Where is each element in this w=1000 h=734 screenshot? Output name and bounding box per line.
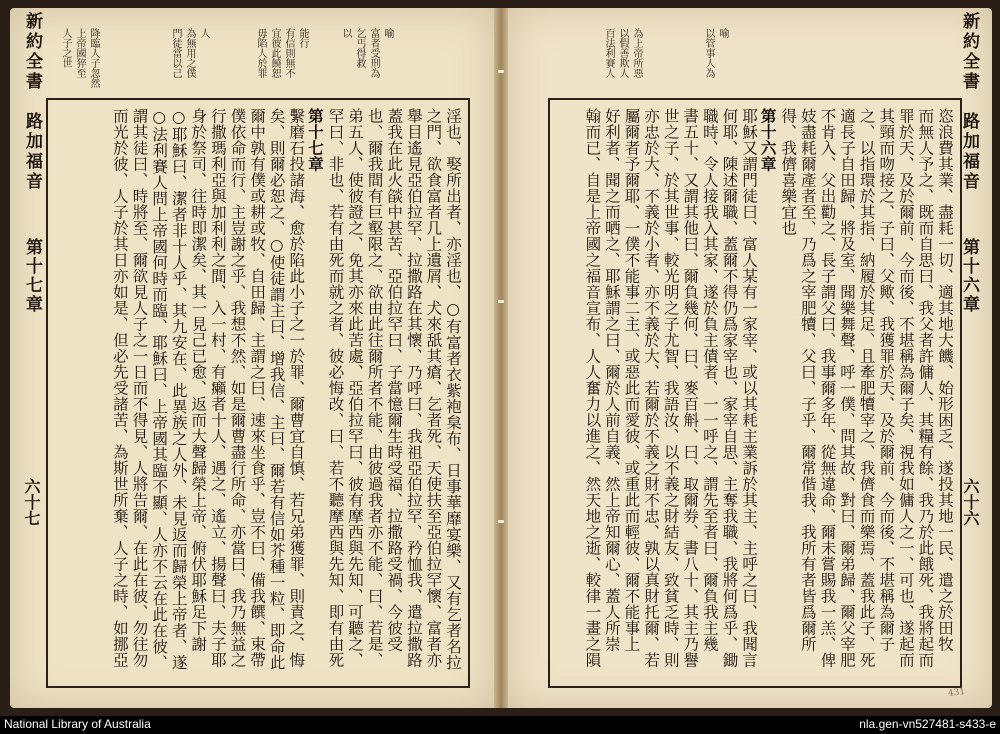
note-line: 以	[340, 28, 351, 38]
note-line: 喻	[717, 28, 728, 38]
page-number: 六十六	[961, 478, 980, 526]
text-column: 謂其徒曰、時將至、爾欲見人子之一日而不得見、人將告爾、在此在彼、勿往勿	[130, 108, 149, 668]
text-column: 淫也、娶所出者、亦淫也、○有富者衣紫袍枲布、日事華靡宴樂、又有乞者名拉	[444, 108, 462, 671]
chapter-label: 第十七章	[22, 238, 42, 314]
chapter-label: 第十六章	[959, 238, 979, 314]
note-line: 乞丐得救	[354, 28, 365, 68]
right-page	[508, 8, 992, 708]
note-line: 毋陷人於罪	[255, 28, 266, 78]
footer-bar	[0, 716, 1000, 734]
text-column: 繫磨石投諸海、愈於陷此小子之一於罪、爾曹宜自慎、若兄弟獲罪、則責之、悔	[287, 108, 306, 668]
text-column: 屬爾者予爾耶、一僕不能事二主、或惡此而愛彼、或重此而輕彼、爾不能事上	[622, 108, 641, 652]
text-column: 不肯入、父出勸之、長子謂父曰、我事爾多年、從無違命、爾未嘗賜我一羔、俾	[818, 108, 837, 668]
library-credit: National Library of Australia	[4, 717, 151, 731]
margin-note	[703, 28, 728, 96]
stitch-mark	[498, 300, 504, 303]
note-line: 能行	[297, 28, 308, 48]
note-line: 喻	[382, 28, 393, 38]
binding-gutter	[494, 8, 508, 708]
running-title: 新約全書 路加福音	[22, 12, 42, 192]
margin-note	[170, 28, 209, 96]
text-column: 也、爾我間有巨壑限之、欲由此往爾所者不能、由彼過我者亦不能、曰、若是、	[365, 108, 384, 668]
text-column: ○耶穌曰、潔者非十人乎、其九安在、此異族之人外、未見返而歸榮上帝者、遂	[169, 108, 188, 671]
note-line: 宜彼此饒恕	[269, 28, 280, 78]
text-column: 身於祭司、往時即潔矣、其一見己已愈、返而大聲歸榮上帝、俯伏耶穌足下謝	[189, 108, 208, 652]
note-line: 有信則無不	[283, 28, 294, 78]
margin-note	[603, 28, 642, 96]
text-column: 僕依命而行、主豈謝之乎、我想不然、如是爾曹盡行所命、亦當曰、我乃無益之	[228, 108, 247, 668]
image-id: nla.gen-vn527481-s433-e	[859, 717, 996, 731]
left-page	[10, 8, 494, 708]
text-column: 翰而已、自是上帝國之福音宣布、人人奮力以進之、然天地之逝、較律一畫之隕	[583, 108, 602, 668]
stitch-mark	[498, 520, 504, 523]
note-line: 以假善欺人	[617, 28, 628, 78]
page-number: 六十七	[22, 478, 41, 526]
text-columns	[552, 108, 954, 678]
margin-note	[255, 28, 308, 96]
chapter-heading: 第十七章	[305, 108, 325, 172]
text-columns	[50, 108, 462, 678]
text-column: 罪於天、及於爾前、今而後、不堪稱為爾子矣、視我如傭人之一、可也、遂起而	[896, 108, 915, 668]
note-line: 為無用之僕	[184, 28, 195, 78]
text-column: 書五十、又謂其他曰、爾負幾何、曰、麥百斛、曰、取爾券、書八十、其主乃譽	[681, 108, 700, 668]
note-line: 門徒當以己	[170, 28, 181, 78]
text-column: 適長子自田歸、將及室、聞樂舞聲、呼一僕、問其故、對曰、爾弟歸、爾父宰肥	[838, 108, 857, 668]
margin-note	[340, 28, 393, 96]
note-line: 百法利賽人	[603, 28, 614, 78]
running-title: 新約全書 路加福音	[959, 12, 979, 192]
chapter-heading: 第十六章	[758, 108, 778, 172]
stitch-mark	[498, 70, 504, 73]
text-column: 世之子、於其世事、較光明之子尤智、我語汝、以不義之財結友、致貧乏時、則	[661, 108, 680, 668]
text-column: 亦忠於大、不義於小者、亦不義於大、若爾於不義之財不忠、孰以真財托爾、若	[642, 108, 661, 668]
text-column: 恣浪費其業、盡耗一切、適其地大饑、始形困乏、遂投其地一民、遣之於田牧	[936, 108, 954, 652]
note-line: 人	[198, 28, 209, 38]
text-column: 行撒瑪利亞與加利利之間、入一村、有癩者十人、遇之、遙立、揚聲曰、夫子耶	[208, 108, 227, 668]
text-column: 蓋我在此火燄中甚苦、亞伯拉罕曰、子當憶爾生時受福、拉撒路受禍、今彼受	[385, 108, 404, 652]
text-column: 而光於彼、人子於其日亦如是、但必先受諸苦、為斯世所棄、人子之時、如挪亞	[110, 108, 129, 668]
text-column: 耶穌又謂門徒曰、富人某有一家宰、或以其耗主業訴於其主、主呼之曰、我聞言	[740, 108, 759, 668]
text-column: 好利者、聞之而哂之、耶穌謂之曰、爾於人前自義、然上帝知爾心、蓋人所崇	[602, 108, 621, 652]
text-column: 之門、欲食富者几上遺屑、犬來舐其瘡、乞者死、天使扶至亞伯拉罕懷、富者亦	[424, 108, 443, 668]
text-column: 弟五人、使彼證之、免其亦來此苦處、亞伯拉罕曰、彼有摩西與先知、可聽之、	[346, 108, 365, 668]
text-column: 其頸而吻接之、子曰、父歟、我獲罪於天、及於爾前、今而後、不堪稱為爾子	[877, 108, 896, 652]
text-column: 職時、令人接我入其家、遂於負主債者、一一呼之、謂先至者曰、爾負我主幾	[700, 108, 719, 652]
text-column: 何耶、陳述爾職、蓋爾不得仍爲家宰也、家宰自思、主奪我職、我將何爲乎、鋤	[720, 108, 739, 668]
margin-note	[60, 28, 99, 96]
note-line: 人子之世	[60, 28, 71, 68]
library-stamp: 431	[947, 686, 966, 700]
text-column: 爾中孰有僕或耕或牧、自田歸、主謂之曰、速來坐食乎、豈不曰、備我饌、束帶	[248, 108, 267, 668]
text-column: 舉目遙見亞伯拉罕、拉撒路在其懷、乃呼曰、我祖亞伯拉罕、矜恤我、遣拉撒路	[404, 108, 423, 668]
text-column: 之、以指環於其指、納履於其足、且牽肥犢宰之、我儕食而樂焉、蓋我此子、死	[857, 108, 876, 668]
text-column: 而無人予之、既而自思曰、我父者許傭人、其糧有餘、我乃於此餓死、我將起而	[916, 108, 935, 668]
note-line: 為上帝所惡	[631, 28, 642, 78]
text-column: 罕曰、非也、若有由死而就之者、彼必悔改、曰、若不聽摩西與先知、即有由死	[326, 108, 345, 668]
text-column: 妓盡耗爾產者至、乃爲之宰肥犢、父曰、子乎、爾常偕我、我所有者皆爲爾所	[798, 108, 817, 652]
note-line: 以管事人為	[703, 28, 714, 78]
note-line: 上帝國猝至	[74, 28, 85, 78]
text-column: ○法利賽人問上帝國何時而臨、耶穌曰、上帝國其臨不顯、人亦不云在此在彼、	[150, 108, 169, 671]
note-line: 富者受刑為	[368, 28, 379, 78]
text-column: 矣、則爾必恕之、○使徒謂主曰、增我信、主曰、爾若有信如芥種一粒、即命此	[267, 108, 286, 671]
text-column: 得、我儕喜樂宜也	[779, 108, 798, 236]
note-line: 降臨人子忽然	[88, 28, 99, 88]
